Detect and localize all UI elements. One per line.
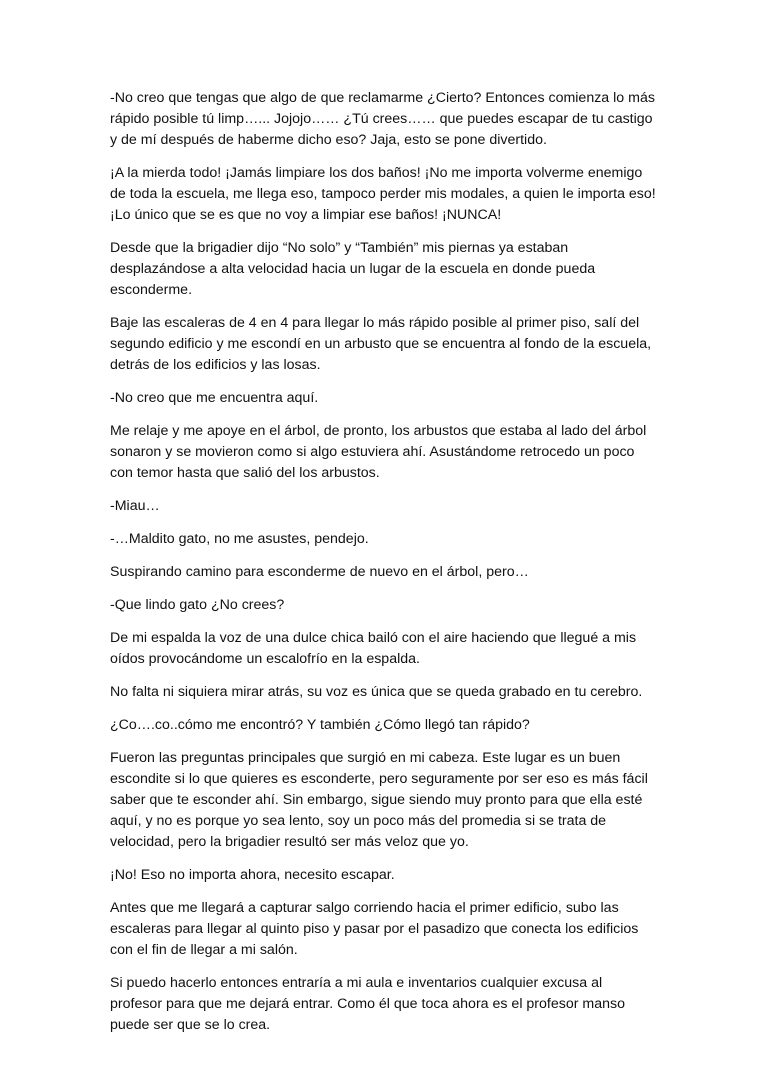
paragraph: De mi espalda la voz de una dulce chica bailó con el aire haciendo que llegué a mis oídos provocándome un escalofrío en la espalda. (110, 630, 637, 667)
paragraph: -…Maldito gato, no me asustes, pendejo. (110, 531, 369, 547)
paragraph: ¿Co….co..cómo me encontró? Y también ¿Cómo llegó tan rápido? (110, 717, 530, 733)
paragraph: -No creo que tengas que algo de que reclamarme ¿Cierto? Entonces comienza lo más rápido posible tú limp…... Jojojo…… ¿Tú crees…… que puedes escapar de tu castigo y de mí después de haberme dicho eso? Jaja, esto se pone divertido. (110, 90, 655, 148)
paragraph: Suspirando camino para esconderme de nuevo en el árbol, pero… (110, 564, 529, 580)
paragraph: -Miau… (110, 498, 160, 514)
paragraph: Baje las escaleras de 4 en 4 para llegar lo más rápido posible al primer piso, salí del segundo edificio y me escondí en un arbusto que se encuentra al fondo de la escuela, detrás de los edificios y las losas. (110, 315, 652, 373)
paragraph: -No creo que me encuentra aquí. (110, 390, 319, 406)
paragraph: ¡No! Eso no importa ahora, necesito escapar. (110, 867, 395, 883)
paragraph: Desde que la brigadier dijo “No solo” y “También” mis piernas ya estaban desplazándose a alta velocidad hacia un lugar de la escuela en donde pueda esconderme. (110, 240, 596, 298)
paragraph: Me relaje y me apoye en el árbol, de pronto, los arbustos que estaba al lado del árbol sonaron y se movieron como si algo estuviera ahí. Asustándome retrocedo un poco con temor hasta que salió del los arbustos. (110, 423, 647, 481)
paragraph: Antes que me llegará a capturar salgo corriendo hacia el primer edificio, subo las escaleras para llegar al quinto piso y pasar por el pasadizo que conecta los edificios con el fin de llegar a mi salón. (110, 900, 639, 958)
paragraph: -Que lindo gato ¿No crees? (110, 597, 285, 613)
paragraph: No falta ni siquiera mirar atrás, su voz es única que se queda grabado en tu cerebro. (110, 684, 643, 700)
paragraph: Fueron las preguntas principales que surgió en mi cabeza. Este lugar es un buen escondite si lo que quieres es esconderte, pero seguramente por ser eso es más fácil saber que te esconder ahí. Sin embargo, sigue siendo muy pronto para que ella esté aquí, y no es porque yo sea lento, soy un poco más del promedia si se trata de velocidad, pero la brigadier resultó ser más veloz que yo. (110, 750, 648, 850)
paragraph: ¡A la mierda todo! ¡Jamás limpiare los dos baños! ¡No me importa volverme enemigo de toda la escuela, me llega eso, tampoco perder mis modales, a quien le importa eso! ¡Lo único que se es que no voy a limpiar ese baños! ¡NUNCA! (110, 165, 656, 223)
document-page (110, 88, 658, 1048)
paragraph: Si puedo hacerlo entonces entraría a mi aula e inventarios cualquier excusa al profesor para que me dejará entrar. Como él que toca ahora es el profesor manso puede ser que se lo crea. (110, 975, 625, 1033)
